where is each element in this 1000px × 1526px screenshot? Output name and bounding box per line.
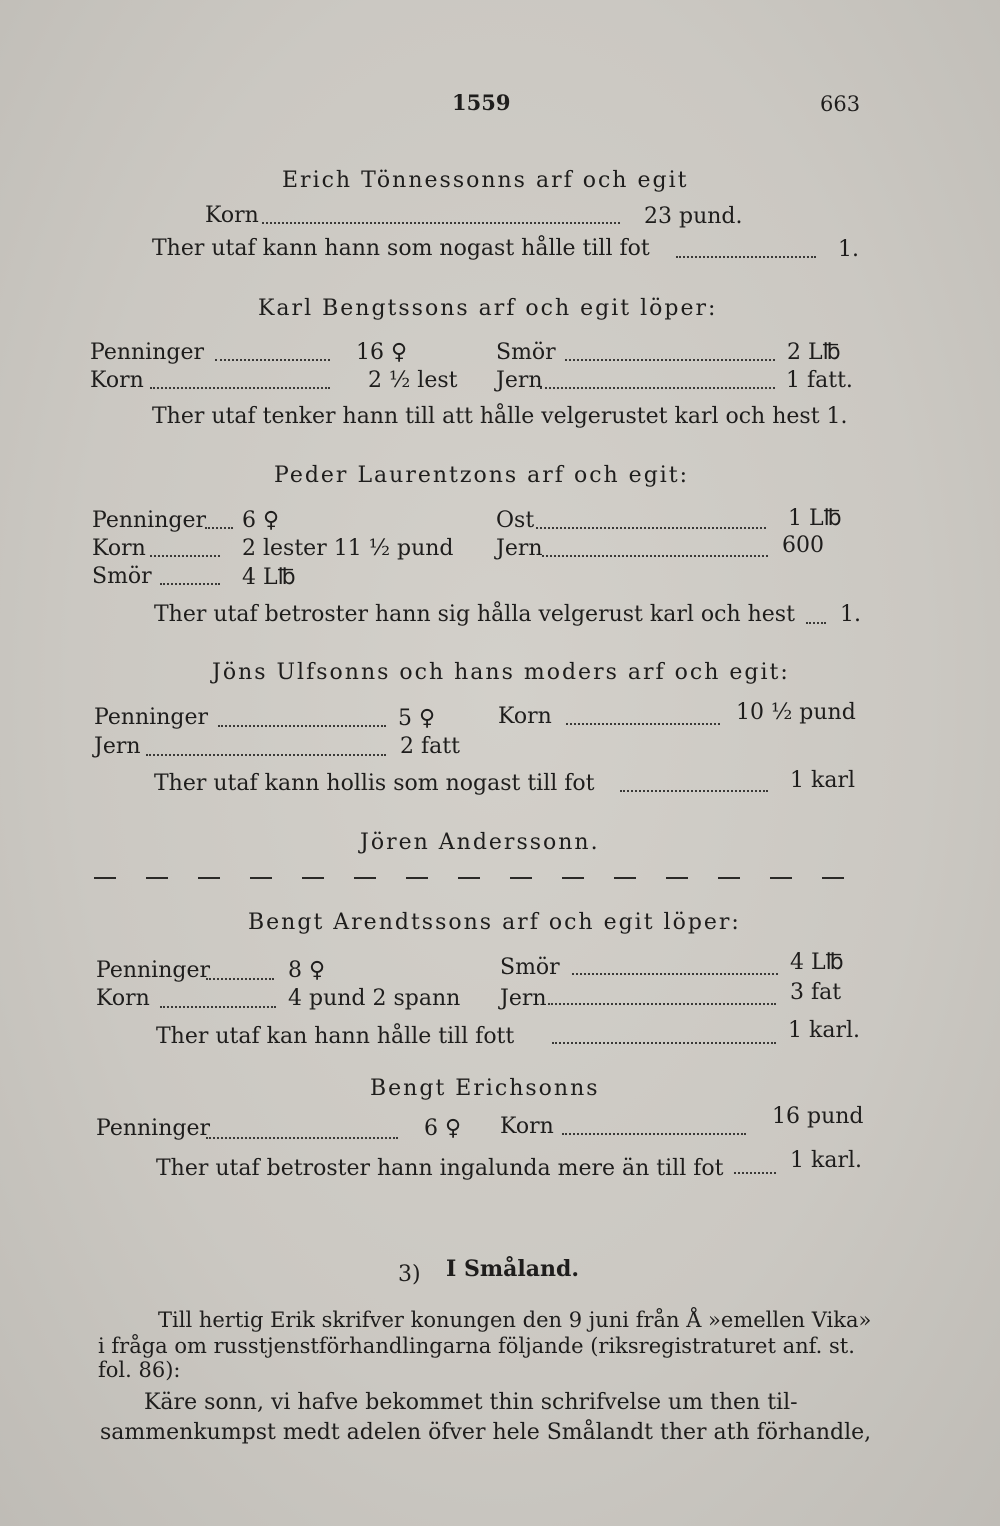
dot-leader [536, 527, 766, 529]
jons-korn-label: Korn [498, 704, 552, 729]
dot-leader [160, 1006, 276, 1008]
dot-leader [150, 387, 330, 389]
smaland-letter-line1: Käre sonn, vi hafve bekommet thin schrifvelse um then til- [144, 1390, 798, 1415]
erich-korn-label: Korn [205, 203, 259, 228]
erich-korn-value: 23 pund. [644, 204, 743, 229]
peder-jern-label: Jern [496, 536, 543, 561]
bengt-arendt-summary-value: 1 karl. [788, 1018, 860, 1043]
karl-jern-label: Jern [496, 368, 543, 393]
dot-leader [566, 723, 720, 725]
dot-leader [562, 1133, 746, 1135]
dot-leader [540, 387, 775, 389]
peder-summary-value: 1. [840, 602, 861, 627]
jons-summary-value: 1 karl [790, 768, 855, 793]
dot-leader [565, 359, 775, 361]
peder-penninger-value: 6 ♀ [242, 508, 280, 533]
section-heading-karl: Karl Bengtssons arf och egit löper: [258, 296, 718, 321]
smaland-intro-line3: fol. 86): [98, 1358, 181, 1382]
dot-leader [150, 555, 220, 557]
dot-leader [548, 1003, 776, 1005]
karl-korn-label: Korn [90, 368, 144, 393]
bengt-arendt-penninger-label: Penninger [96, 958, 210, 983]
section-heading-bengt-arendt: Bengt Arendtssons arf och egit löper: [248, 910, 741, 935]
peder-ost-label: Ost [496, 508, 535, 533]
bengt-arendt-korn-value: 4 pund 2 spann [288, 986, 461, 1011]
dot-leader [146, 754, 386, 756]
jons-korn-value: 10 ½ pund [736, 700, 856, 725]
peder-smor-value: 4 L℔ [242, 565, 296, 590]
page-year: 1559 [452, 90, 511, 115]
jons-jern-value: 2 fatt [400, 734, 460, 759]
bengt-erich-korn-value: 16 pund [772, 1104, 864, 1129]
bengt-arendt-summary: Ther utaf kan hann hålle till fott [156, 1024, 515, 1049]
dot-leader [676, 256, 816, 258]
section-heading-jons: Jöns Ulfsonns och hans moders arf och egit: [212, 660, 790, 685]
bengt-arendt-smor-value: 4 L℔ [790, 950, 844, 975]
peder-penninger-label: Penninger [92, 508, 206, 533]
bengt-arendt-smor-label: Smör [500, 955, 560, 980]
karl-smor-value: 2 L℔ [787, 340, 841, 365]
dot-leader [218, 725, 386, 727]
peder-smor-label: Smör [92, 564, 152, 589]
jons-summary: Ther utaf kann hollis som nogast till fot [154, 771, 595, 796]
smaland-heading-title: I Småland. [446, 1256, 580, 1282]
bengt-erich-summary: Ther utaf betroster hann ingalunda mere än till fot [156, 1156, 724, 1181]
section-heading-peder: Peder Laurentzons arf och egit: [274, 463, 690, 488]
jons-jern-label: Jern [94, 734, 141, 759]
dot-leader [542, 555, 768, 557]
dot-leader [806, 622, 826, 624]
dot-leader [552, 1042, 776, 1044]
smaland-intro-line1: Till hertig Erik skrifver konungen den 9 juni från Å »emellen Vika» [158, 1308, 872, 1332]
karl-korn-value: 2 ½ lest [368, 368, 458, 393]
dot-leader [206, 1137, 398, 1139]
erich-summary-value: 1. [838, 237, 859, 262]
peder-korn-value: 2 lester 11 ½ pund [242, 536, 454, 561]
peder-jern-value: 600 [782, 533, 824, 558]
karl-summary: Ther utaf tenker hann till att hålle velgerustet karl och hest 1. [152, 404, 848, 429]
bengt-erich-korn-label: Korn [500, 1114, 554, 1139]
bengt-erich-penninger-label: Penninger [96, 1116, 210, 1141]
smaland-letter-line2: sammenkumpst medt adelen öfver hele Smålandt ther ath förhandle, [100, 1420, 872, 1445]
dot-leader [620, 790, 768, 792]
section-heading-joren: Jören Anderssonn. [360, 830, 600, 855]
bengt-arendt-jern-label: Jern [500, 986, 547, 1011]
page-number: 663 [820, 92, 861, 116]
smaland-intro-line2: i fråga om russtjenstförhandlingarna följande (riksregistraturet anf. st. [98, 1334, 855, 1358]
bengt-arendt-jern-value: 3 fat [790, 980, 842, 1005]
karl-penninger-value: 16 ♀ [356, 340, 408, 365]
bengt-arendt-penninger-value: 8 ♀ [288, 958, 326, 983]
bengt-arendt-korn-label: Korn [96, 986, 150, 1011]
peder-korn-label: Korn [92, 536, 146, 561]
dot-leader [215, 359, 330, 361]
bengt-erich-penninger-value: 6 ♀ [424, 1116, 462, 1141]
karl-jern-value: 1 fatt. [786, 368, 853, 393]
section-heading-erich: Erich Tönnessonns arf och egit [282, 168, 689, 193]
karl-penninger-label: Penninger [90, 340, 204, 365]
section-heading-bengt-erich: Bengt Erichsonns [370, 1076, 600, 1101]
karl-smor-label: Smör [496, 340, 556, 365]
dot-leader [206, 978, 274, 980]
peder-summary: Ther utaf betroster hann sig hålla velgerust karl och hest [154, 602, 795, 627]
dot-leader [205, 527, 233, 529]
smaland-heading-number: 3) [398, 1262, 421, 1287]
dot-leader [160, 583, 220, 585]
dot-leader [262, 222, 620, 224]
jons-penninger-label: Penninger [94, 705, 208, 730]
jons-penninger-value: 5 ♀ [398, 706, 436, 731]
dot-leader [734, 1172, 776, 1174]
peder-ost-value: 1 L℔ [788, 506, 842, 531]
erich-summary: Ther utaf kann hann som nogast hålle till fot [152, 236, 650, 261]
bengt-erich-summary-value: 1 karl. [790, 1148, 862, 1173]
dot-leader [572, 973, 778, 975]
